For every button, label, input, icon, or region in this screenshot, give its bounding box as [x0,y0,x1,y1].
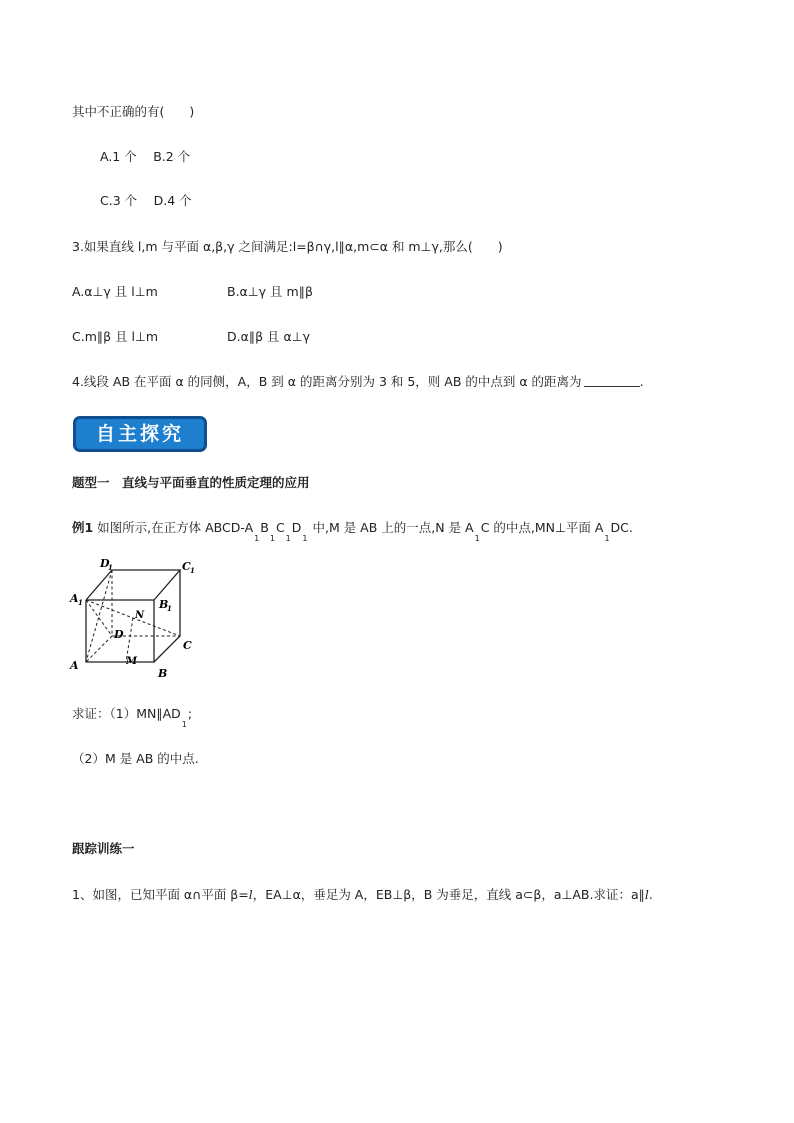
hidden-edge-ad [86,636,112,662]
question-4-end: . [639,374,644,389]
section-banner-label: 自主探究 [95,423,184,445]
example-1-text: 中,M 是 AB 上的一点,N 是 A [308,520,474,535]
answer-blank[interactable] [584,374,640,387]
vertex-label-d1: D [100,557,110,570]
example-1-text: B [260,520,269,535]
question-3-option-a: A.α⊥γ 且 l⊥m [72,284,158,299]
section-banner [74,417,206,451]
line-l: l [644,887,649,902]
subscript: 1 [254,534,260,543]
vertex-label-b1: B [159,598,169,611]
example-1-text: C [275,520,285,535]
example-1-text: DC. [610,520,633,535]
practice-question-1-text: ，EA⊥α，垂足为 A，EB⊥β，B 为垂足，直线 a⊂β，a⊥AB.求证：a∥ [252,887,645,902]
vertex-label-c: C [183,639,192,652]
practice-question-1 [72,887,653,903]
example-1 [72,520,633,543]
proof-line-1-text: 求证：（1）MN∥AD [72,706,181,721]
question-3-option-c: C.m∥β 且 l⊥m [72,329,159,344]
subscript: 1 [302,534,308,543]
point-label-m: M [126,656,138,667]
subscript: 1 [604,534,610,543]
options-row-1: A.1 个 B.2 个 [100,149,191,164]
question-3-option-b: B.α⊥γ 且 m∥β [227,284,313,299]
question-3-stem: 3.如果直线 l,m 与平面 α,β,γ 之间满足:l=β∩γ,l∥α,m⊂α 和 m⊥γ,那么( ) [72,239,503,254]
proof-line-2: （2）M 是 AB 的中点. [72,751,199,766]
vertex-label-d1-sub: 1 [108,563,113,572]
subscript: 1 [181,720,187,729]
proof-line-1-end: ; [187,706,193,721]
cube-right-face [154,570,180,662]
cube-figure [66,556,206,684]
type-1-heading: 题型一 直线与平面垂直的性质定理的应用 [72,475,310,490]
vertex-label-b: B [158,667,168,680]
line-l: l [248,887,253,902]
vertex-label-a1: A [70,592,79,605]
segment-a1d [86,600,112,636]
vertex-label-a1-sub: 1 [78,598,83,607]
practice-heading: 跟踪训练一 [72,841,135,856]
vertex-label-a: A [70,659,79,672]
example-1-label: 例1 [72,520,94,535]
incorrect-prompt: 其中不正确的有( ) [72,104,195,119]
proof-line-1 [72,706,193,729]
practice-question-1-end: . [648,887,653,902]
example-1-text: C 的中点,MN⊥平面 A [480,520,604,535]
cube-top-face [86,570,180,600]
point-label-n: N [135,610,145,621]
question-4 [72,374,644,390]
vertex-label-b1-sub: 1 [167,604,172,613]
vertex-label-c1: C [182,560,191,573]
question-4-stem: 4.线段 AB 在平面 α 的同侧，A，B 到 α 的距离分别为 3 和 5，则 AB 的中点到 α 的距离为 [72,374,582,389]
subscript: 1 [269,534,275,543]
example-1-text: 如图所示,在正方体 ABCD-A [93,520,254,535]
options-row-2: C.3 个 D.4 个 [100,193,192,208]
question-3-option-d: D.α∥β 且 α⊥γ [227,329,311,344]
practice-question-1-text: 1、如图，已知平面 α∩平面 β= [72,887,249,902]
segment-ad1 [86,570,112,662]
subscript: 1 [285,534,291,543]
example-1-text: D [291,520,302,535]
subscript: 1 [474,534,480,543]
vertex-label-d: D [114,628,124,641]
vertex-label-c1-sub: 1 [190,566,195,575]
